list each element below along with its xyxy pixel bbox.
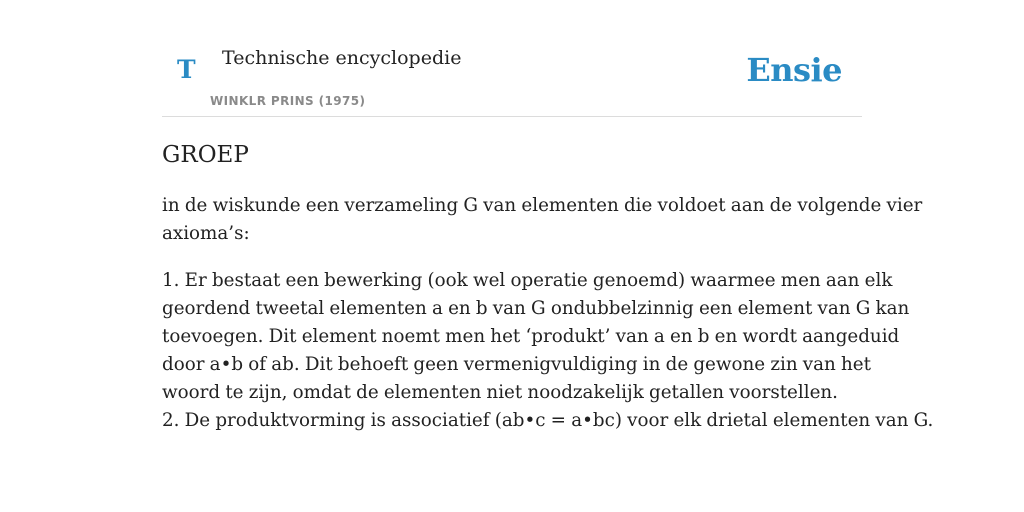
intro-line: axioma’s: [162,223,250,244]
axiom-line: woord te zijn, omdat de elementen niet noodzakelijk getallen voorstellen. [162,382,838,403]
axiom-line: 2. De produktvorming is associatief (ab•c = a•bc) voor elk drietal elementen van G. [162,410,934,431]
axiom-line: 1. Er bestaat een bewerking (ook wel operatie genoemd) waarmee men aan elk [162,270,893,291]
source-title-link[interactable]: Technische encyclopedie [222,47,462,69]
source-logo[interactable]: T [177,55,196,84]
axioms-paragraph [162,267,934,435]
intro-paragraph [162,192,923,248]
axiom-line: geordend tweetal elementen a en b van G ondubbelzinnig een element van G kan [162,298,910,319]
article [162,138,934,435]
intro-line: in de wiskunde een verzameling G van elementen die voldoet aan de volgende vier [162,195,923,216]
headword: GROEP [162,142,249,168]
axiom-line: door a•b of ab. Dit behoeft geen vermenigvuldiging in de gewone zin van het [162,354,871,375]
axiom-line: toevoegen. Dit element noemt men het ‘produkt’ van a en b en wordt aangeduid [162,326,900,347]
ensie-logo[interactable]: Ensie [746,51,842,89]
source-subtitle: WINKLR PRINS (1975) [210,94,366,108]
source-header [162,0,862,117]
